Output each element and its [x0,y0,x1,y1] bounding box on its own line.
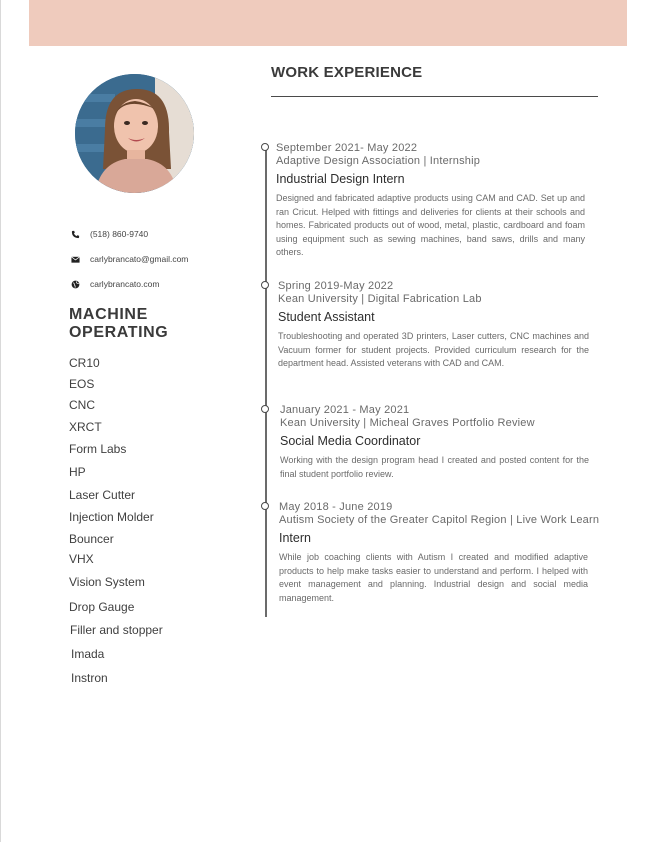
skill-item: Filler and stopper [70,623,163,637]
timeline-dot [261,405,269,413]
timeline-dot [261,502,269,510]
skill-item: HP [69,465,86,479]
skill-item: Vision System [69,575,145,589]
portrait-illustration [75,74,194,193]
job-description: Working with the design program head I created and posted content for the final student portfolio review. [280,455,589,479]
skills-heading: MACHINE OPERATING [69,306,169,341]
job-role: Social Media Coordinator [280,434,421,448]
job-organization: Kean University | Micheal Graves Portfolio Review [280,417,535,429]
profile-photo [75,74,194,193]
job-organization: Adaptive Design Association | Internship [276,155,481,167]
job-role: Student Assistant [278,310,375,324]
skill-item: Drop Gauge [69,600,135,614]
contact-website [70,279,159,289]
job-organization: Autism Society of the Greater Capitol Region | Live Work Learn [279,514,600,526]
heading-divider [271,96,598,97]
skill-item: Bouncer [69,532,114,546]
job-entry [278,280,589,371]
phone-icon [70,229,80,239]
job-description: While job coaching clients with Autism I created and modified adaptive products to help make tasks easier to understand and perform. I helped with event management and planning. Industrial design and social media management. [279,552,588,603]
job-role: Intern [279,531,311,545]
job-entry [280,404,589,481]
skill-item: XRCT [69,420,102,434]
email-text[interactable]: carlybrancato@gmail.com [90,254,189,264]
job-date: May 2018 - June 2019 [279,501,393,513]
timeline-line [265,147,267,617]
skill-item: CR10 [69,356,100,370]
phone-text: (518) 860-9740 [90,229,149,239]
skill-item: Instron [71,671,108,685]
timeline-dot [261,143,269,151]
job-date: September 2021- May 2022 [276,142,418,154]
skill-item: EOS [69,377,95,391]
job-date: Spring 2019-May 2022 [278,280,394,292]
job-date: January 2021 - May 2021 [280,404,410,416]
envelope-icon [70,254,80,264]
timeline-dot [261,281,269,289]
job-description: Troubleshooting and operated 3D printers, Laser cutters, CNC machines and Vacuum former for student projects. Provided curriculum research for the department head. Assisted veterans with CAD and CAM. [278,331,589,369]
skill-item: Injection Molder [69,510,154,524]
skill-item: VHX [69,552,94,566]
contact-phone [70,229,148,239]
job-entry [279,501,600,605]
job-organization: Kean University | Digital Fabrication Lab [278,293,482,305]
header-band [29,0,627,46]
page-edge [0,0,1,842]
skill-item: Imada [71,647,105,661]
skill-item: CNC [69,398,95,412]
website-text[interactable]: carlybrancato.com [90,279,160,289]
job-entry [276,142,585,260]
globe-icon [70,279,80,289]
skill-item: Laser Cutter [69,488,136,502]
job-role: Industrial Design Intern [276,172,405,186]
work-experience-heading: WORK EXPERIENCE [271,64,423,81]
job-description: Designed and fabricated adaptive products using CAM and CAD. Set up and ran Cricut. Helped with fittings and deliveries for clients at their schools and homes. Fabricated products out of wood, metal, plastic, cardboard and foam using equipment such as sewing machines, band saws, drills and many others. [276,193,585,258]
contact-email [70,254,188,264]
skill-item: Form Labs [69,442,127,456]
